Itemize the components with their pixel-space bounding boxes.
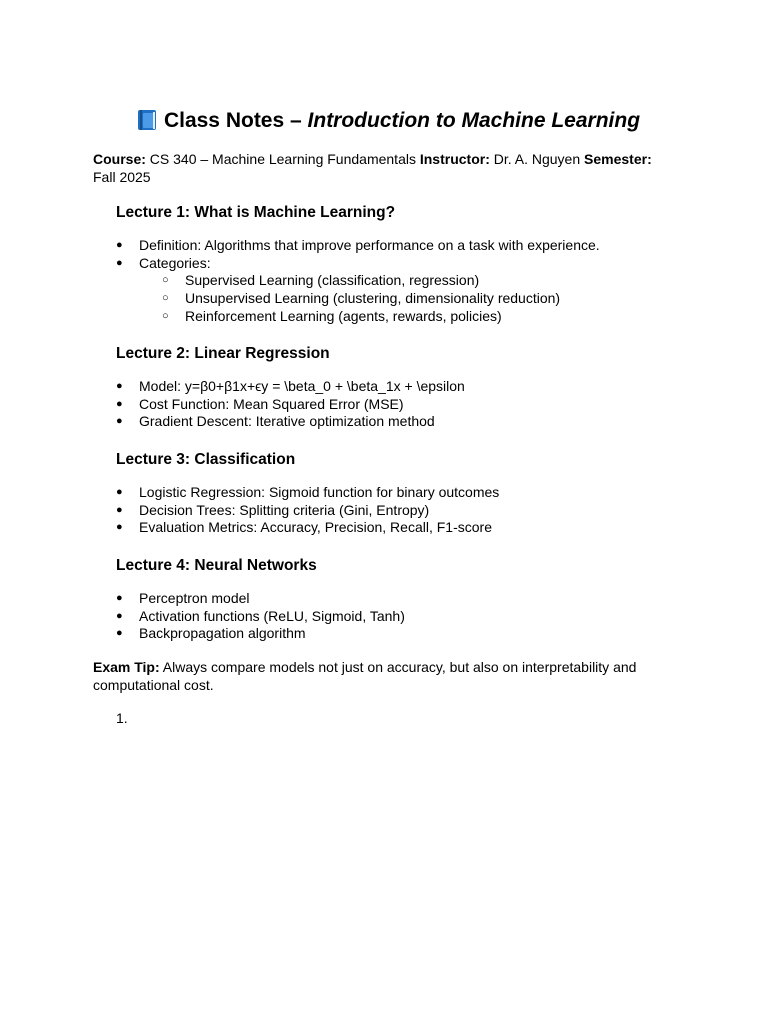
list-item	[116, 502, 676, 520]
list-item-text: Categories:	[139, 254, 211, 271]
title-course-name: Introduction to Machine Learning	[307, 109, 641, 132]
list-item-text: Perceptron model	[139, 590, 250, 606]
list-item-text: Backpropagation algorithm	[139, 625, 306, 642]
hollow-bullet-icon: ○	[162, 274, 169, 287]
bullet-icon: ●	[116, 627, 123, 640]
sub-bullet-list	[139, 272, 676, 325]
numbered-list-item	[116, 709, 128, 727]
lecture-bullet-list	[116, 378, 676, 431]
course-value: CS 340 – Machine Learning Fundamentals	[145, 151, 420, 167]
title-prefix: Class Notes –	[163, 109, 308, 132]
sub-list-item	[162, 308, 676, 326]
list-item-text: Supervised Learning (classification, regression)	[185, 272, 480, 289]
course-info	[93, 150, 673, 186]
semester-value: Fall 2025	[93, 169, 151, 185]
list-item-text: Unsupervised Learning (clustering, dimensionality reduction)	[185, 290, 561, 307]
blue-book-icon	[136, 109, 158, 131]
lecture-bullet-list	[116, 590, 676, 643]
list-item	[116, 608, 676, 626]
bullet-icon: ●	[116, 521, 123, 534]
lecture-3-section	[116, 450, 676, 537]
bullet-icon: ●	[116, 592, 123, 604]
sub-list-item	[162, 272, 676, 290]
exam-tip-text: Always compare models not just on accuracy, but also on interpretability and computational cost.	[93, 659, 637, 693]
exam-tip-label: Exam Tip:	[93, 659, 160, 675]
list-item-text: Logistic Regression: Sigmoid function for binary outcomes	[139, 484, 500, 500]
lecture-heading: Lecture 4: Neural Networks	[116, 557, 317, 574]
bullet-icon: ●	[116, 380, 123, 392]
list-item	[116, 484, 676, 502]
lecture-2-section	[116, 344, 676, 431]
list-item	[116, 625, 676, 643]
bullet-icon: ●	[116, 256, 123, 269]
bullet-icon: ●	[116, 609, 123, 622]
list-item-text: Activation functions (ReLU, Sigmoid, Tanh)	[139, 607, 405, 624]
list-item	[116, 590, 676, 608]
document-title	[93, 108, 683, 134]
lecture-4-section	[116, 556, 676, 643]
lecture-heading: Lecture 1: What is Machine Learning?	[116, 204, 396, 221]
hollow-bullet-icon: ○	[162, 292, 169, 305]
list-item	[116, 413, 676, 431]
list-item-text: Definition: Algorithms that improve performance on a task with experience.	[139, 237, 600, 253]
course-label: Course:	[93, 151, 146, 167]
lecture-1-section	[116, 203, 676, 326]
bullet-icon: ●	[116, 415, 123, 428]
list-item-text: Cost Function: Mean Squared Error (MSE)	[139, 395, 404, 412]
lecture-heading: Lecture 2: Linear Regression	[116, 345, 330, 362]
lecture-heading: Lecture 3: Classification	[116, 451, 296, 468]
numbered-list-marker: 1.	[116, 710, 128, 726]
bullet-icon: ●	[116, 397, 123, 410]
list-item	[116, 396, 676, 414]
list-item-text: Reinforcement Learning (agents, rewards, policies)	[185, 307, 502, 324]
semester-label: Semester:	[584, 151, 652, 167]
list-item	[116, 519, 676, 537]
lecture-bullet-list	[116, 484, 676, 537]
bullet-icon: ●	[116, 503, 123, 516]
exam-tip	[93, 658, 673, 694]
list-item-text: Gradient Descent: Iterative optimization method	[139, 413, 435, 430]
sub-list-item	[162, 290, 676, 308]
instructor-label: Instructor:	[419, 151, 490, 167]
list-item-text: Decision Trees: Splitting criteria (Gini, Entropy)	[139, 501, 430, 518]
bullet-icon: ●	[116, 239, 123, 251]
list-item	[116, 255, 676, 326]
list-item-text: Evaluation Metrics: Accuracy, Precision, Recall, F1-score	[139, 519, 492, 536]
list-item	[116, 237, 676, 255]
hollow-bullet-icon: ○	[162, 309, 169, 322]
bullet-icon: ●	[116, 486, 123, 498]
list-item-text: Model: y=β0+β1x+ϵy = \beta_0 + \beta_1x + \epsilon	[139, 378, 465, 394]
instructor-value: Dr. A. Nguyen	[489, 151, 585, 167]
lecture-bullet-list	[116, 237, 676, 326]
list-item	[116, 378, 676, 396]
